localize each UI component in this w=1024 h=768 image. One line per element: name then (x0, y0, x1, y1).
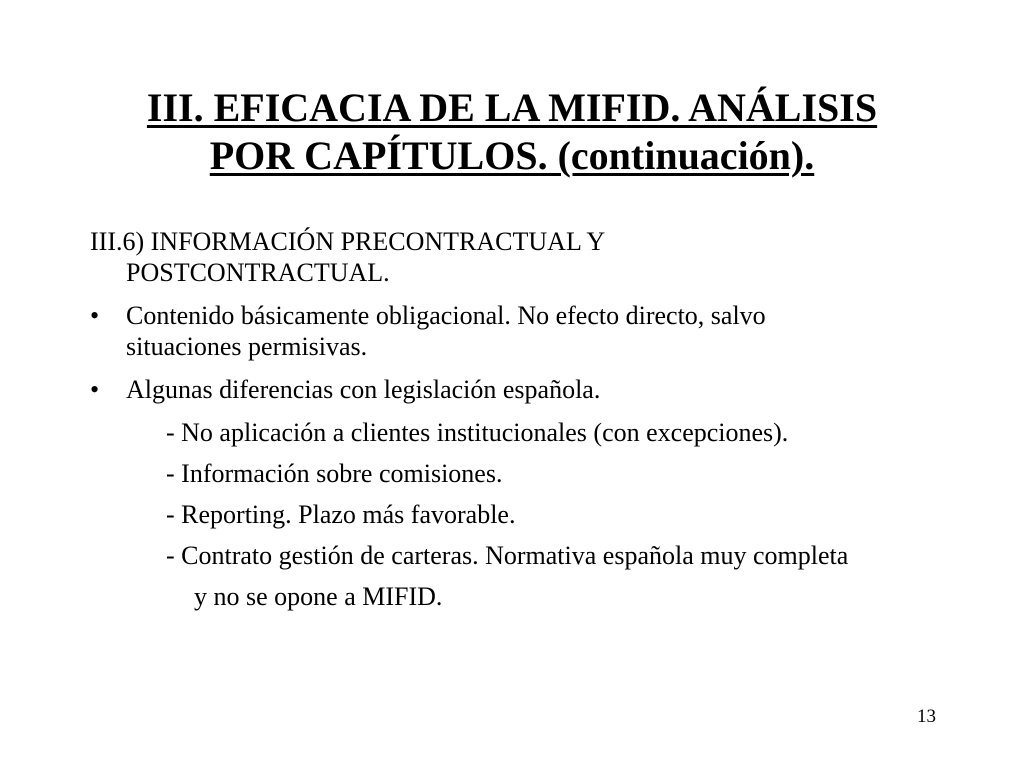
bullet-item (90, 374, 970, 405)
sub-list (90, 417, 970, 612)
sub-item (90, 540, 970, 612)
sub-item (90, 417, 970, 448)
bullet-icon: • (90, 301, 100, 330)
sub-item (90, 499, 970, 530)
page-number: 13 (917, 706, 936, 727)
sub-item-text: - Contrato gestión de carteras. Normativa española muy completa (166, 541, 849, 570)
slide-title-line-2: POR CAPÍTULOS. (continuación). (209, 133, 815, 178)
bullet-item (90, 300, 970, 362)
bullet-icon: • (90, 375, 100, 404)
slide-body (90, 226, 970, 622)
section-heading-line-2: POSTCONTRACTUAL. (126, 258, 390, 287)
sub-item (90, 458, 970, 489)
bullet-text-line-1: Algunas diferencias con legislación española. (126, 375, 601, 404)
bullet-text-line-1: Contenido básicamente obligacional. No efecto directo, salvo (126, 301, 766, 330)
sub-item-continuation: y no se opone a MIFID. (194, 582, 443, 611)
section-heading-line-1: III.6) INFORMACIÓN PRECONTRACTUAL Y (90, 227, 606, 256)
sub-item-text: - No aplicación a clientes institucionales (con excepciones). (166, 418, 789, 447)
section-heading (90, 226, 970, 288)
slide-title (60, 84, 964, 180)
slide-title-line-1: III. EFICACIA DE LA MIFID. ANÁLISIS (146, 85, 878, 130)
sub-item-text: - Información sobre comisiones. (166, 459, 503, 488)
bullet-text-line-2: situaciones permisivas. (126, 332, 368, 361)
sub-item-text: - Reporting. Plazo más favorable. (166, 500, 516, 529)
